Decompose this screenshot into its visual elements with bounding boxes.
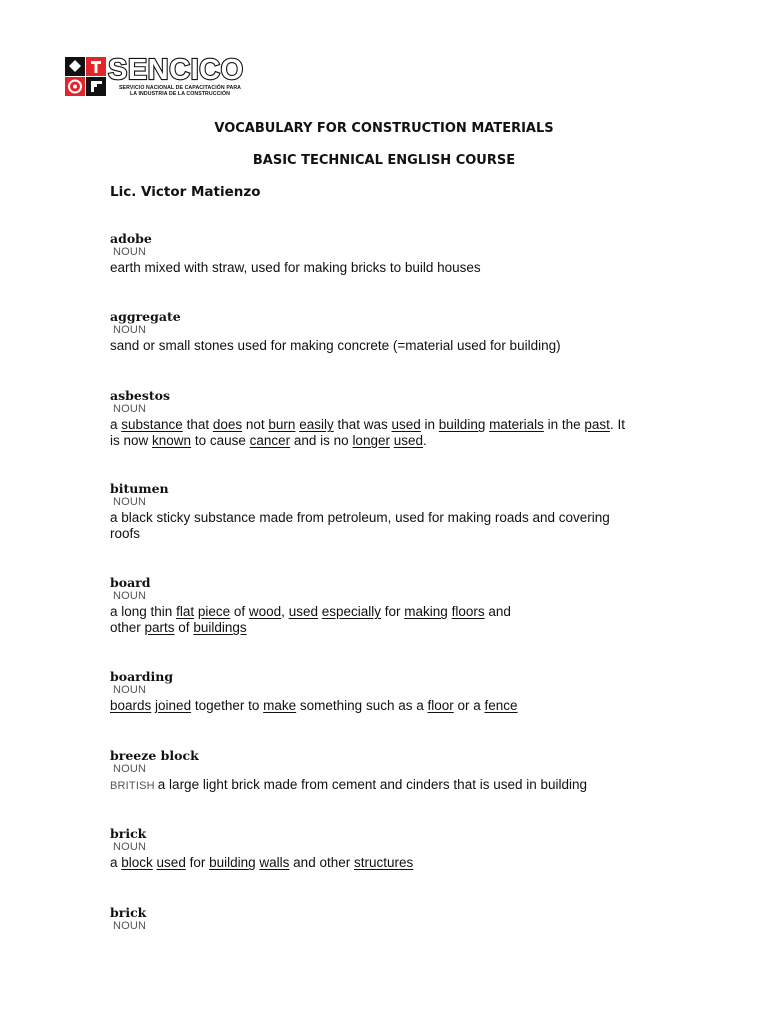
glossary-link[interactable]: flat bbox=[176, 604, 195, 619]
glossary-link[interactable]: cancer bbox=[249, 433, 291, 448]
entry-part-of-speech: NOUN bbox=[113, 763, 147, 775]
sencico-logo bbox=[64, 56, 244, 100]
glossary-link[interactable]: easily bbox=[299, 417, 334, 432]
glossary-link[interactable]: especially bbox=[321, 604, 382, 619]
glossary-link[interactable]: floor bbox=[427, 698, 454, 713]
entry-definition: a substance that does not burn easily that was used in building materials in the past. It is now known to cause cancer and is no longer used. bbox=[110, 417, 625, 448]
entry-definition: BRITISH a large light brick made from cement and cinders that is used in building bbox=[110, 777, 588, 792]
logo-subtitle-line1: SERVICIO NACIONAL DE CAPACITACIÓN PARA bbox=[118, 85, 242, 91]
vocabulary-entry bbox=[110, 232, 670, 276]
document-subtitle: BASIC TECHNICAL ENGLISH COURSE bbox=[252, 153, 516, 168]
vocabulary-entry bbox=[110, 482, 670, 542]
vocabulary-entry bbox=[110, 576, 670, 636]
entry-term: boarding bbox=[110, 669, 174, 684]
entry-definition: a long thin flat piece of wood, used especially for making floors and other parts of buildings bbox=[110, 604, 511, 635]
glossary-link[interactable]: make bbox=[263, 698, 297, 713]
author-name: Lic. Victor Matienzo bbox=[110, 184, 261, 200]
glossary-link[interactable]: wood bbox=[248, 604, 282, 619]
entry-term: brick bbox=[110, 905, 147, 920]
glossary-link[interactable]: used bbox=[393, 433, 424, 448]
entry-part-of-speech: NOUN bbox=[113, 246, 147, 258]
entry-term: board bbox=[110, 575, 151, 590]
entry-definition: earth mixed with straw, used for making bricks to build houses bbox=[110, 260, 481, 275]
glossary-link[interactable]: buildings bbox=[193, 620, 247, 635]
document-title: VOCABULARY FOR CONSTRUCTION MATERIALS bbox=[214, 121, 554, 136]
glossary-link[interactable]: past bbox=[584, 417, 610, 432]
entry-term: asbestos bbox=[110, 388, 171, 403]
entry-definition: a black sticky substance made from petroleum, used for making roads and covering roofs bbox=[110, 510, 610, 541]
entry-definition: a block used for building walls and other structures bbox=[110, 855, 414, 870]
logo-subtitle bbox=[110, 85, 250, 97]
glossary-link[interactable]: walls bbox=[259, 855, 290, 870]
vocabulary-entry bbox=[110, 310, 670, 354]
glossary-link[interactable]: joined bbox=[155, 698, 192, 713]
glossary-link[interactable]: block bbox=[121, 855, 153, 870]
vocabulary-entry bbox=[110, 389, 670, 449]
entry-part-of-speech: NOUN bbox=[113, 496, 147, 508]
logo-subtitle-line2: LA INDUSTRIA DE LA CONSTRUCCIÓN bbox=[130, 91, 230, 97]
glossary-link[interactable]: substance bbox=[121, 417, 183, 432]
sencico-emblem-icon bbox=[64, 56, 108, 98]
glossary-link[interactable]: used bbox=[288, 604, 318, 619]
entry-term: adobe bbox=[110, 231, 152, 246]
entry-definition: sand or small stones used for making concrete (=material used for building) bbox=[110, 338, 561, 353]
entry-term: breeze block bbox=[110, 748, 199, 763]
glossary-link[interactable]: floors bbox=[451, 604, 485, 619]
glossary-link[interactable]: building bbox=[209, 855, 256, 870]
logo-wordmark: SENCICO bbox=[108, 54, 244, 86]
vocabulary-entry bbox=[110, 670, 670, 714]
glossary-link[interactable]: longer bbox=[352, 433, 390, 448]
glossary-link[interactable]: materials bbox=[489, 417, 544, 432]
vocabulary-entry bbox=[110, 906, 670, 933]
entry-part-of-speech: NOUN bbox=[113, 590, 147, 602]
glossary-link[interactable]: known bbox=[152, 433, 192, 448]
vocabulary-entry bbox=[110, 827, 670, 871]
vocabulary-entry bbox=[110, 749, 670, 794]
glossary-link[interactable]: making bbox=[404, 604, 448, 619]
entry-register-label: BRITISH bbox=[110, 780, 155, 792]
entry-part-of-speech: NOUN bbox=[113, 920, 147, 932]
entry-part-of-speech: NOUN bbox=[113, 841, 147, 853]
glossary-link[interactable]: structures bbox=[353, 855, 414, 870]
entry-part-of-speech: NOUN bbox=[113, 684, 147, 696]
entry-part-of-speech: NOUN bbox=[113, 324, 147, 336]
entry-part-of-speech: NOUN bbox=[113, 403, 147, 415]
entry-definition: boards joined together to make something such as a floor or a fence bbox=[110, 698, 518, 713]
glossary-link[interactable]: used bbox=[391, 417, 421, 432]
glossary-link[interactable]: burn bbox=[268, 417, 296, 432]
entry-term: brick bbox=[110, 826, 147, 841]
glossary-link[interactable]: used bbox=[156, 855, 186, 870]
glossary-link[interactable]: does bbox=[212, 417, 243, 432]
entry-term: aggregate bbox=[110, 309, 181, 324]
glossary-link[interactable]: parts bbox=[144, 620, 175, 635]
entry-term: bitumen bbox=[110, 481, 169, 496]
glossary-link[interactable]: fence bbox=[484, 698, 518, 713]
glossary-link[interactable]: building bbox=[438, 417, 486, 432]
glossary-link[interactable]: boards bbox=[110, 698, 152, 713]
glossary-link[interactable]: piece bbox=[197, 604, 231, 619]
